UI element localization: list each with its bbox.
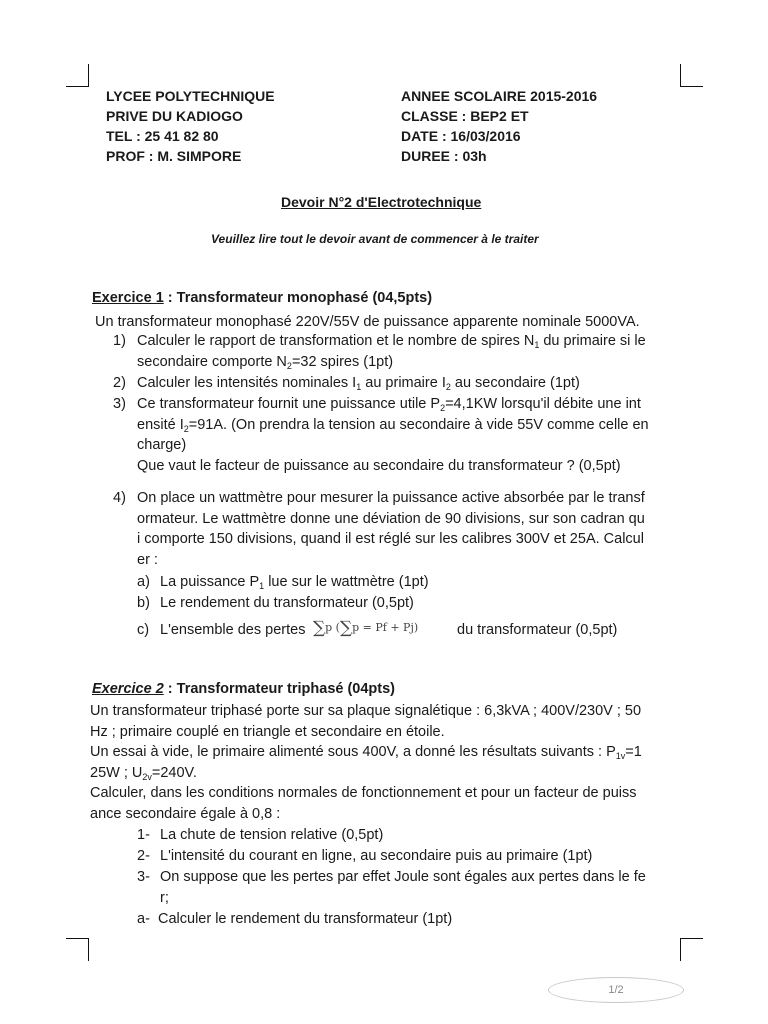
- subquestion-letter: b): [137, 595, 150, 611]
- question-number: 3): [113, 396, 126, 412]
- item-line: r;: [160, 889, 169, 906]
- subquestion-a: [160, 572, 429, 593]
- body-line: Un transformateur triphasé porte sur sa plaque signalétique : 6,3kVA ; 400V/230V ; 50: [90, 703, 642, 719]
- text-fragment: 1: [356, 382, 362, 392]
- school-line: LYCEE POLYTECHNIQUE: [106, 88, 275, 104]
- text-fragment: Calculer les intensités nominales I: [137, 375, 357, 391]
- text-fragment: =4,1KW lorsqu'il débite une int: [445, 396, 641, 412]
- text-fragment: du primaire si le: [539, 333, 646, 349]
- question-line: On place un wattmètre pour mesurer la puissance active absorbée par le transf: [137, 490, 645, 506]
- text-fragment: p (: [325, 621, 340, 634]
- question-line: charge): [137, 437, 187, 453]
- exam-line: CLASSE : BEP2 ET: [401, 108, 529, 124]
- question-4: [137, 488, 645, 570]
- text-fragment: 1: [259, 581, 265, 591]
- exam-line: ANNEE SCOLAIRE 2015-2016: [401, 88, 598, 104]
- text-fragment: =1: [625, 744, 642, 760]
- question-line: [137, 394, 649, 415]
- text-fragment: =91A. (On prendra la tension au secondaire à vide 55V comme celle en: [188, 416, 649, 433]
- body-line: Calculer, dans les conditions normales de fonctionnement et pour un facteur de puiss: [90, 785, 637, 801]
- body-line: Hz ; primaire couplé en triangle et secondaire en étoile.: [90, 723, 445, 740]
- text-fragment: =240V.: [151, 764, 197, 781]
- crop-mark-bottom-right: [680, 938, 703, 961]
- question-line: [137, 352, 646, 373]
- school-info: [106, 86, 275, 166]
- text-fragment: 2: [183, 423, 189, 434]
- question-line: ormateur. Le wattmètre donne une déviation de 90 divisions, sur son cadran qu: [137, 510, 645, 527]
- text-fragment: 25W ; U: [90, 764, 143, 781]
- text-fragment: lue sur le wattmètre (1pt): [264, 574, 429, 590]
- school-line: PROF : M. SIMPORE: [106, 148, 242, 164]
- exercise-1-label: Exercice 1: [92, 290, 164, 306]
- text-fragment: Calculer le rapport de transformation et le nombre de spires N: [137, 333, 535, 349]
- exam-line: DATE : 16/03/2016: [401, 128, 521, 144]
- school-line: TEL : 25 41 82 80: [106, 128, 219, 144]
- exam-line: DUREE : 03h: [401, 148, 487, 164]
- body-line: [90, 763, 642, 784]
- text-fragment: 2: [440, 403, 446, 413]
- question-2: [137, 373, 580, 394]
- text-fragment: 2: [286, 360, 292, 371]
- school-line: PRIVE DU KADIOGO: [106, 108, 243, 124]
- text-fragment: secondaire comporte N: [137, 353, 287, 370]
- subquestion-letter: a): [137, 574, 150, 590]
- item-number: 2-: [137, 848, 150, 864]
- text-fragment: Un essai à vide, le primaire alimenté sous 400V, a donné les résultats suivants : P: [90, 744, 616, 760]
- subquestion-b: Le rendement du transformateur (0,5pt): [160, 595, 414, 611]
- exercise-2-label: Exercice 2: [92, 681, 164, 697]
- crop-mark-top-left: [66, 64, 89, 87]
- text-fragment: au primaire I: [361, 375, 446, 391]
- text-fragment: 2: [445, 382, 451, 392]
- losses-formula: [313, 618, 418, 638]
- item-3: [160, 867, 646, 908]
- question-3: [137, 394, 649, 476]
- body-line: [90, 742, 642, 763]
- item-number: 1-: [137, 827, 150, 843]
- exercise-2-body: [90, 701, 642, 824]
- item-1: La chute de tension relative (0,5pt): [160, 827, 384, 843]
- question-line: er :: [137, 551, 158, 568]
- question-line: [137, 415, 649, 436]
- text-fragment: : Transformateur monophasé (04,5pts): [163, 290, 433, 306]
- item-number: a-: [137, 911, 150, 927]
- item-number: 3-: [137, 869, 150, 885]
- instruction-note: Veuillez lire tout le devoir avant de commencer à le traiter: [211, 232, 539, 246]
- exercise-1-intro: Un transformateur monophasé 220V/55V de puissance apparente nominale 5000VA.: [95, 314, 640, 330]
- crop-mark-top-right: [680, 64, 703, 87]
- text-fragment: : Transformateur triphasé (04pts): [163, 681, 396, 697]
- sum-symbol: ∑: [313, 618, 326, 638]
- text-fragment: au secondaire (1pt): [450, 375, 580, 391]
- exercise-1-heading: [92, 290, 432, 306]
- question-line: i comporte 150 divisions, quand il est réglé sur les calibres 300V et 25A. Calcul: [137, 531, 644, 547]
- item-2: L'intensité du courant en ligne, au secondaire puis au primaire (1pt): [160, 848, 593, 864]
- text-fragment: =32 spires (1pt): [291, 353, 394, 370]
- subquestion-letter: c): [137, 622, 150, 638]
- text-fragment: La puissance P: [160, 574, 260, 590]
- page-indicator: 1/2: [548, 977, 684, 1003]
- crop-mark-bottom-left: [66, 938, 89, 961]
- item-line: On suppose que les pertes par effet Joule sont égales aux pertes dans le fe: [160, 869, 646, 885]
- subquestion-c: L'ensemble des pertes: [160, 622, 306, 638]
- body-line: ance secondaire égale à 0,8 :: [90, 805, 281, 822]
- sum-symbol: ∑: [339, 618, 353, 638]
- question-number: 1): [113, 333, 126, 349]
- question-line: Que vaut le facteur de puissance au secondaire du transformateur ? (0,5pt): [137, 457, 621, 474]
- subquestion-c-rest: du transformateur (0,5pt): [457, 622, 618, 638]
- item-a: Calculer le rendement du transformateur (1pt): [158, 911, 453, 927]
- text-fragment: 1: [534, 340, 540, 350]
- text-fragment: ensité I: [137, 416, 184, 433]
- exercise-2-heading: [92, 681, 395, 697]
- question-1: [137, 331, 646, 372]
- exam-info: [401, 86, 597, 166]
- text-fragment: p = Pf + Pj): [352, 621, 419, 634]
- document-title: Devoir N°2 d'Electrotechnique: [281, 194, 482, 210]
- text-fragment: 2v: [142, 771, 152, 782]
- question-number: 2): [113, 375, 126, 391]
- question-number: 4): [113, 490, 126, 506]
- text-fragment: 1v: [615, 751, 626, 761]
- question-line: [137, 331, 646, 352]
- text-fragment: Ce transformateur fournit une puissance utile P: [137, 396, 441, 412]
